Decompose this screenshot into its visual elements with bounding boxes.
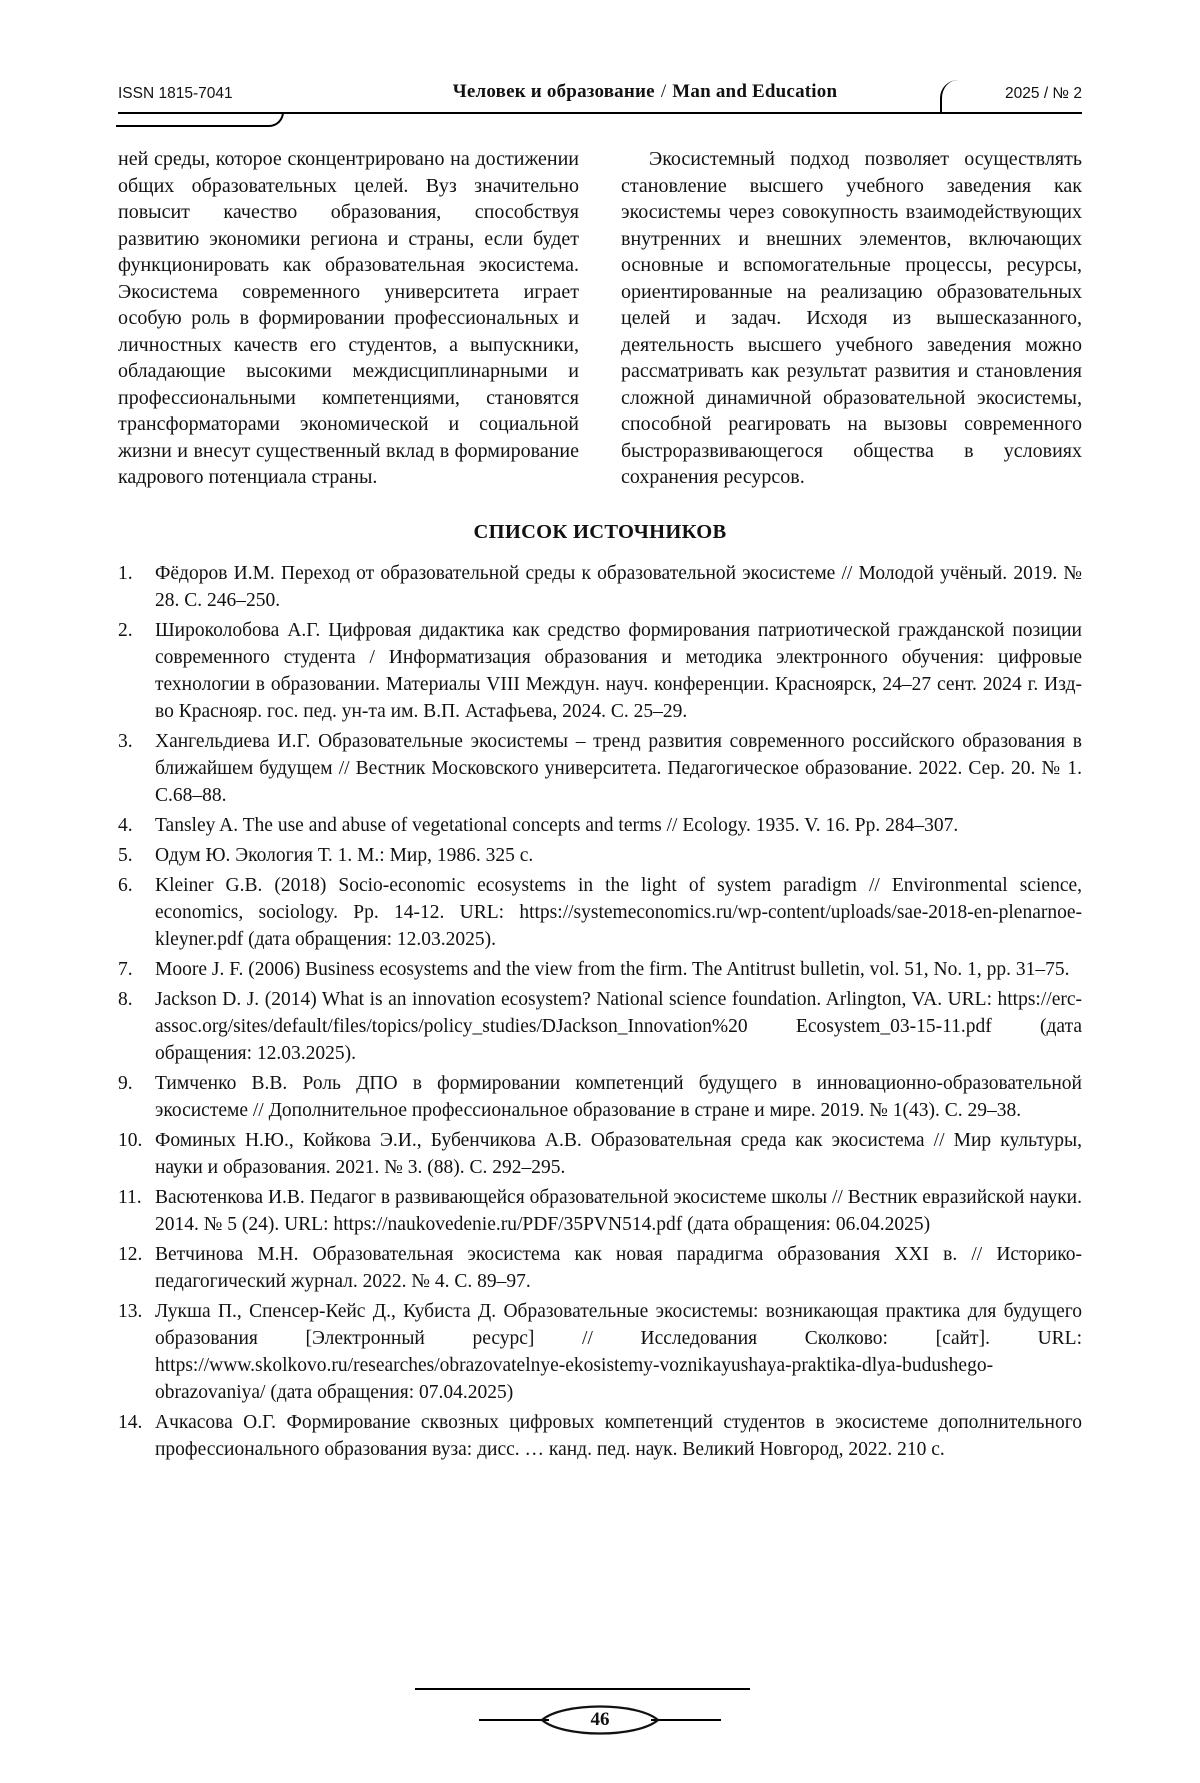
reference-text: Фёдоров И.М. Переход от образовательной среды к образовательной экосистеме // Молодой учёный. 2019. № 28. С. 246–250. (155, 562, 1082, 611)
reference-text: Фоминых Н.Ю., Койкова Э.И., Бубенчикова А.В. Образовательная среда как экосистема // Мир культуры, науки и образования. 2021. № 3. (88). С. 292–295. (155, 1129, 1082, 1178)
reference-text: Jackson D. J. (2014) What is an innovation ecosystem? National science foundation. Arlington, VA. URL: https://erc-assoc.org/sites/default/files/topics/policy_studies/DJackson_Innovation%20 Ecosystem_03-15-11.pdf (дата обращения: 12.03.2025). (155, 988, 1082, 1064)
reference-number: 14. (118, 1411, 143, 1433)
reference-item (118, 1298, 1082, 1406)
reference-number: 10. (118, 1129, 143, 1151)
reference-item (118, 956, 1082, 983)
footer-rule-decoration (415, 1688, 750, 1690)
lens-right-line (651, 1719, 721, 1721)
journal-title (318, 81, 972, 103)
reference-number: 5. (118, 844, 133, 866)
page-number: 46 (590, 1709, 610, 1730)
reference-item (118, 986, 1082, 1067)
reference-number: 8. (118, 988, 133, 1010)
journal-title-en: Man and Education (672, 81, 838, 102)
reference-number: 12. (118, 1243, 143, 1265)
page-number-ornament (479, 1699, 721, 1741)
reference-number: 13. (118, 1300, 143, 1322)
reference-text: Ветчинова М.Н. Образовательная экосистема как новая парадигма образования XXI в. // Историко-педагогический журнал. 2022. № 4. С. 89–97. (155, 1243, 1082, 1292)
two-column-text (118, 146, 1082, 491)
issn-tab-decoration (116, 112, 284, 127)
issue-label: 2025 / № 2 (1005, 85, 1082, 102)
references-heading: СПИСОК ИСТОЧНИКОВ (473, 520, 727, 543)
reference-number: 7. (118, 958, 133, 980)
reference-text: Лукша П., Спенсер-Кейс Д., Кубиста Д. Образовательные экосистемы: возникающая практика для будущего образования [Электронный ресурс] // Исследования Сколково: [сайт]. URL: https://www.skolkovo.ru/researches/obrazovatelnye-ekosistemy-voznikayushaya-praktika-dlya-budushego-obrazovaniya/ (дата обращения: 07.04.2025) (155, 1300, 1082, 1403)
reference-text: Kleiner G.B. (2018) Socio-economic ecosystems in the light of system paradigm // Environmental science, economics, sociology. Pp. 14-12. URL: https://systemeconomics.ru/wp-content/uploads/sae-2018-en-plenarnoe-kleyner.pdf (дата обращения: 12.03.2025). (155, 874, 1082, 950)
reference-item (118, 812, 1082, 839)
reference-item (118, 1241, 1082, 1295)
reference-item (118, 728, 1082, 809)
reference-text: Тимченко В.В. Роль ДПО в формировании компетенций будущего в инновационно-образовательной экосистеме // Дополнительное профессиональное образование в стране и мире. 2019. № 1(43). С. 29–38. (155, 1072, 1082, 1121)
page-header (118, 70, 1082, 114)
reference-item (118, 1070, 1082, 1124)
reference-item (118, 872, 1082, 953)
page-number-lens (539, 1699, 661, 1741)
reference-text: Хангельдиева И.Г. Образовательные экосистемы – тренд развития современного российского образования в ближайшем будущем // Вестник Московского университета. Педагогическое образование. 2022. Сер. 20. № 1. С.68–88. (155, 730, 1082, 806)
page-body (118, 146, 1082, 1463)
journal-title-separator: / (660, 81, 667, 102)
reference-text: Одум Ю. Экология Т. 1. М.: Мир, 1986. 325 с. (155, 844, 534, 866)
right-column-paragraph: Экосистемный подход позволяет осуществлять становление высшего учебного заведения как экосистемы через совокупность взаимодействующих внутренних и внешних элементов, включающих основные и вспомогательные процессы, ресурсы, ориентированные на реализацию образовательных целей и задач. Исходя из вышесказанного, деятельность высшего учебного заведения можно рассматривать как результат развития и становления сложной динамичной образовательной экосистемы, способной реагировать на вызовы современного быстроразвивающегося общества в условиях сохранения ресурсов. (621, 148, 1082, 488)
reference-number: 6. (118, 874, 133, 896)
references-list (118, 560, 1082, 1463)
reference-number: 4. (118, 814, 133, 836)
journal-title-ru: Человек и образование (452, 81, 655, 102)
reference-item (118, 1409, 1082, 1463)
reference-text: Широколобова А.Г. Цифровая дидактика как средство формирования патриотической гражданской позиции современного студента / Информатизация образования и методика электронного обучения: цифровые технологии в образовании. Материалы VIII Междун. науч. конференции. Красноярск, 24–27 сент. 2024 г. Изд-во Краснояр. гос. пед. ун-та им. В.П. Астафьева, 2024. С. 25–29. (155, 619, 1082, 722)
issn-label: ISSN 1815-7041 (118, 85, 233, 102)
reference-item (118, 1127, 1082, 1181)
reference-text: Tansley A. The use and abuse of vegetational concepts and terms // Ecology. 1935. V. 16. Pp. 284–307. (155, 814, 959, 836)
reference-item (118, 617, 1082, 725)
reference-number: 3. (118, 730, 133, 752)
reference-number: 2. (118, 619, 133, 641)
reference-item (118, 842, 1082, 869)
reference-number: 11. (118, 1186, 142, 1208)
reference-text: Васютенкова И.В. Педагог в развивающейся образовательной экосистеме школы // Вестник евразийской науки. 2014. № 5 (24). URL: https://naukovedenie.ru/PDF/35PVN514.pdf (дата обращения: 06.04.2025) (155, 1186, 1082, 1235)
reference-number: 1. (118, 562, 133, 584)
page-footer (0, 1688, 1200, 1741)
reference-text: Moore J. F. (2006) Business ecosystems and the view from the firm. The Antitrust bulletin, vol. 51, No. 1, pp. 31–75. (155, 958, 1070, 980)
reference-number: 9. (118, 1072, 133, 1094)
reference-item (118, 560, 1082, 614)
reference-item (118, 1184, 1082, 1238)
left-column-paragraph: ней среды, которое сконцентрировано на достижении общих образовательных целей. Вуз значительно повысит качество образования, способствуя развитию экономики региона и страны, если будет функционировать как образовательная экосистема. Экосистема современного университета играет особую роль в формировании профессиональных и личностных качеств его студентов, а выпускники, обладающие высокими междисциплинарными и профессиональными компетенциями, становятся трансформаторами экономической и социальной жизни и внесут существенный вклад в формирование кадрового потенциала страны. (118, 148, 579, 488)
reference-text: Ачкасова О.Г. Формирование сквозных цифровых компетенций студентов в экосистеме дополнительного профессионального образования вуза: дисс. … канд. пед. наук. Великий Новгород, 2022. 210 с. (155, 1411, 1082, 1460)
